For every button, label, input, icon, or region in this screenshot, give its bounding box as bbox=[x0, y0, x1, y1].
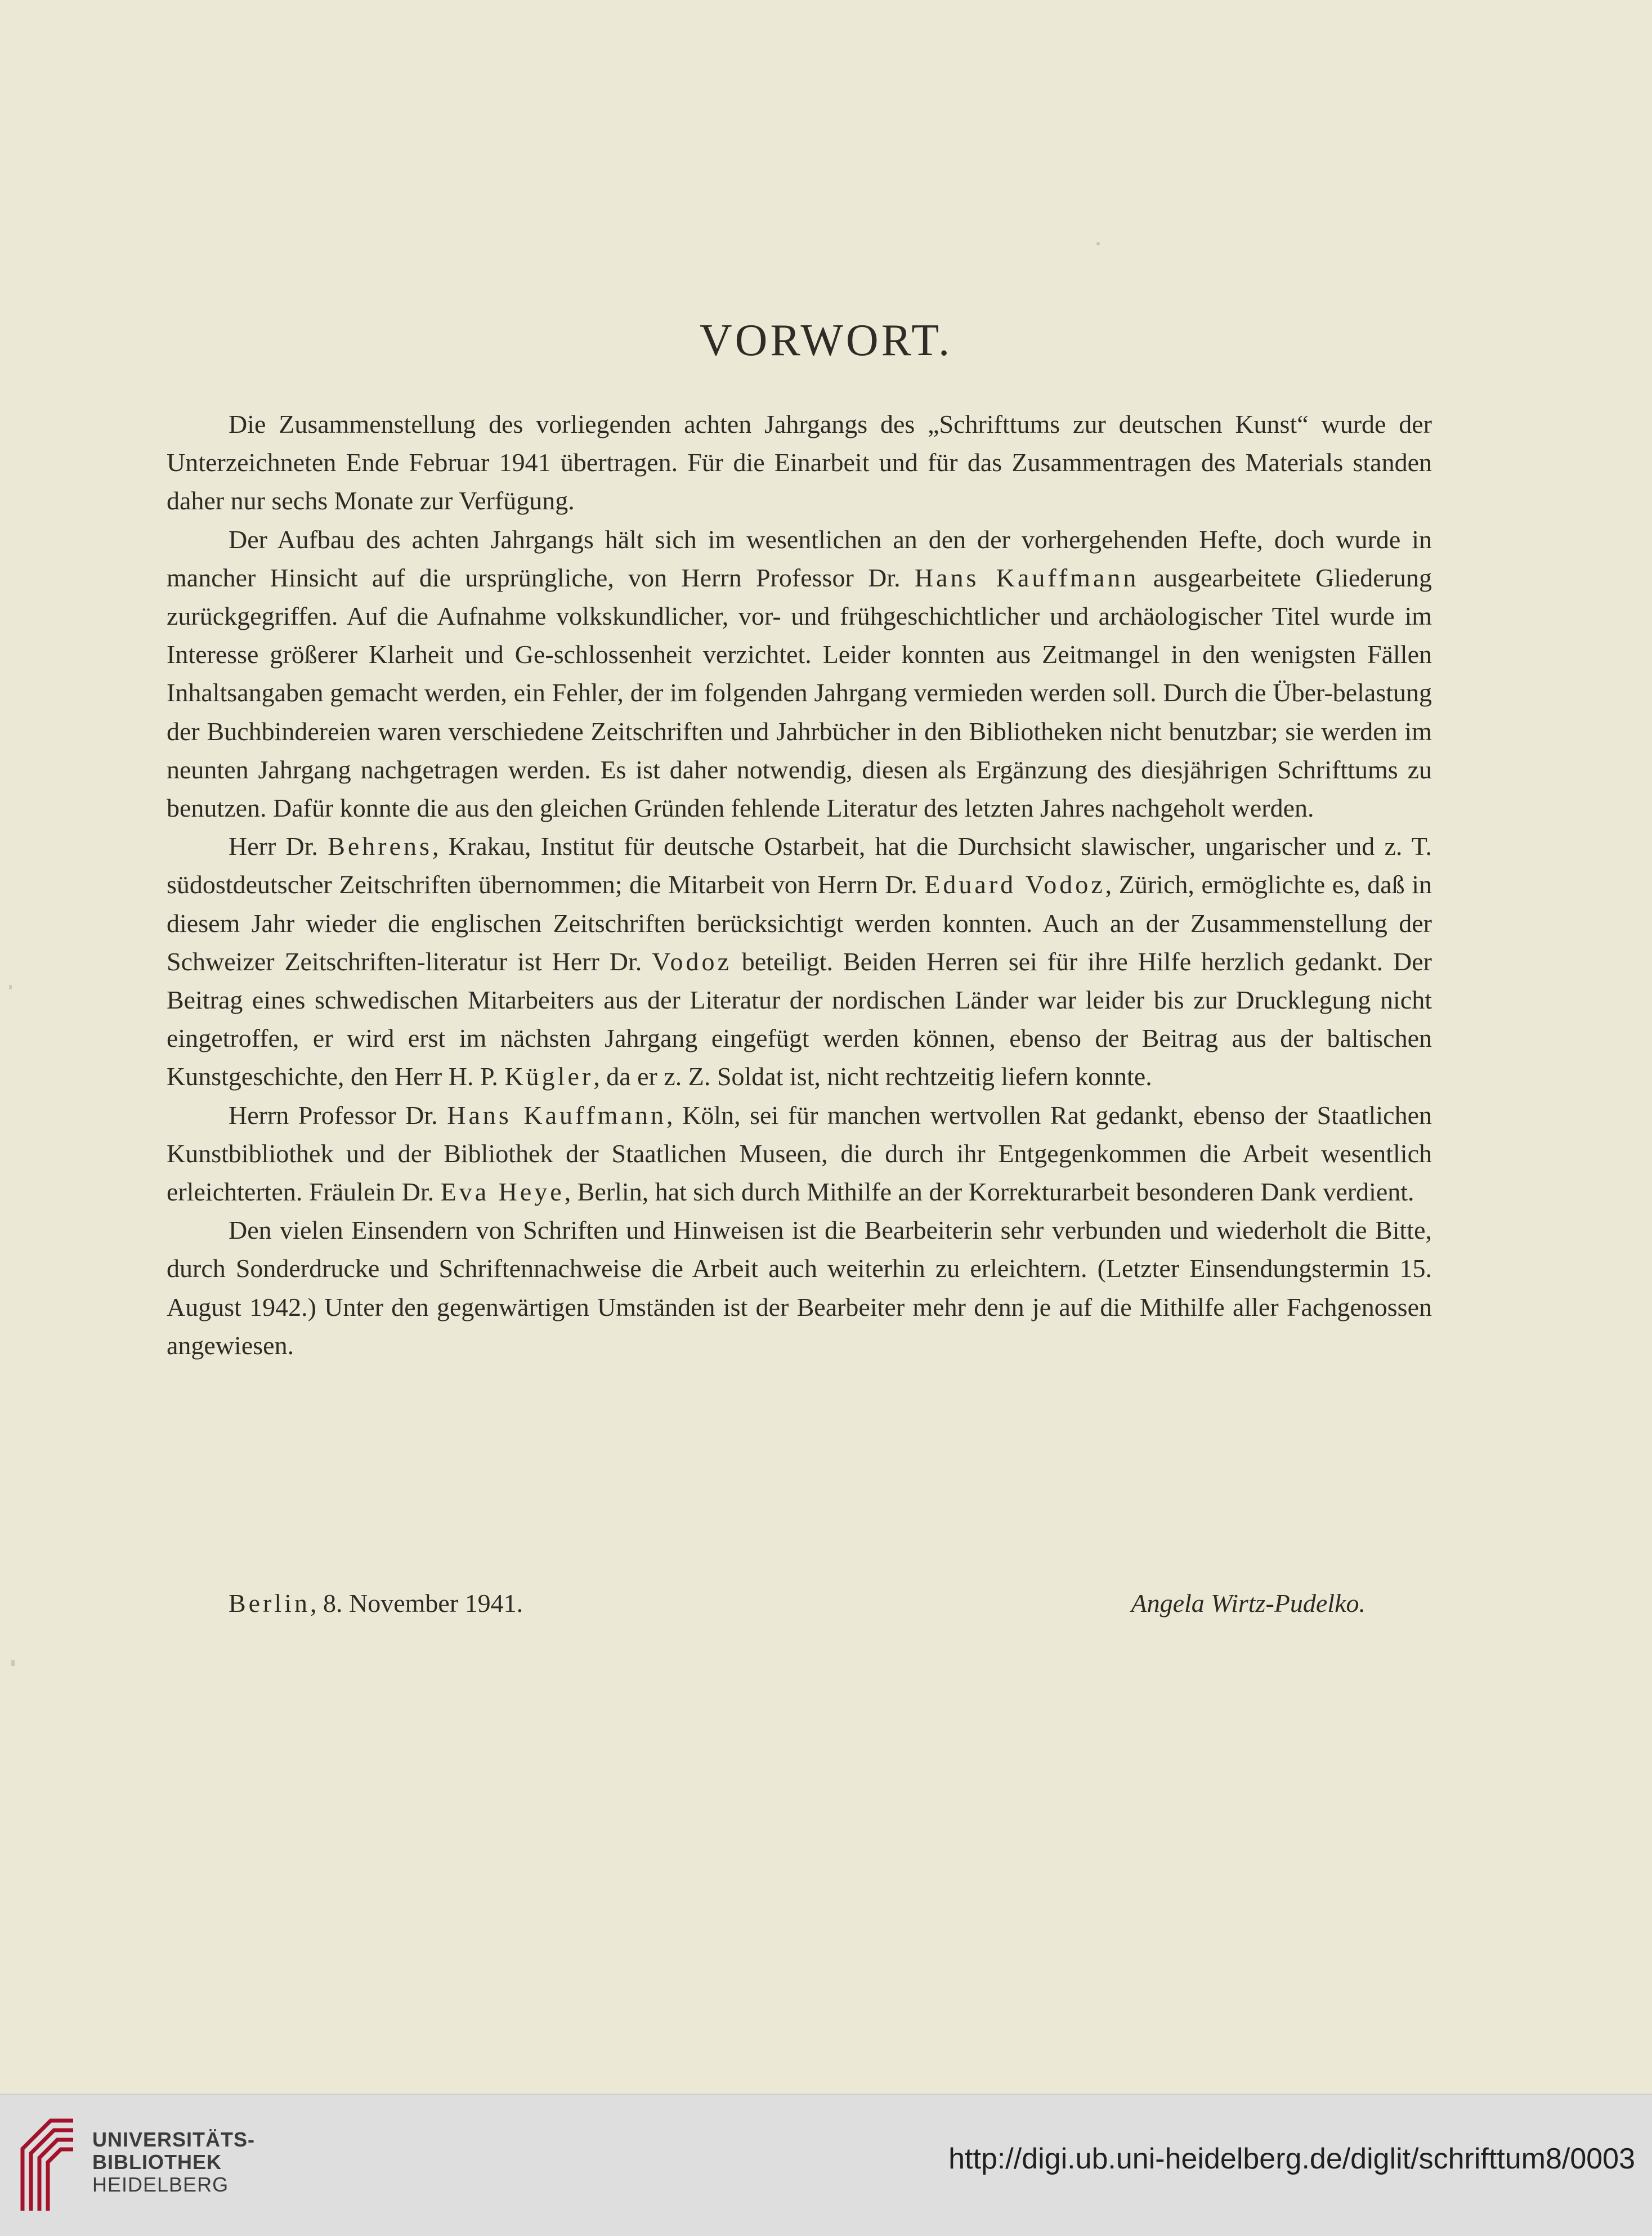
spaced-name: Behrens bbox=[328, 832, 432, 861]
paragraph bbox=[167, 521, 1432, 828]
paper-speck bbox=[1096, 242, 1100, 245]
text-run: , Krakau, Institut für deutsche Ostarbeit, hat die Durchsicht slawischer, ungarischer und z. T. südostdeutscher Zeitschriften übernommen; die Mitarbeit von Herrn Dr. bbox=[167, 832, 1432, 899]
paragraph bbox=[167, 827, 1432, 1096]
library-name-line1: UNIVERSITÄTS- bbox=[92, 2128, 256, 2151]
text-run: beteiligt. Beiden Herren sei für ihre Hilfe herzlich gedankt. Der Beitrag eines schwedischen Mitarbeiters aus der Literatur der nordischen Länder war leider bis zur Drucklegung nicht eingetroffen, er wird erst im nächsten Jahrgang eingefügt werden können, ebenso der Beitrag aus der baltischen Kunstgeschichte, den Herr H. P. bbox=[167, 947, 1432, 1091]
text-run: Die Zusammenstellung des vorliegenden achten Jahrgangs des „Schrifttums zur deutschen Kunst“ wurde der Unterzeichneten Ende Februar 1941 übertragen. Für die Einarbeit und für das Zusammentragen des Materials standen daher nur sechs Monate zur Verfügung. bbox=[167, 410, 1432, 516]
library-name-line2: BIBLIOTHEK bbox=[92, 2150, 222, 2174]
text-run: Herr Dr. bbox=[229, 832, 328, 861]
signature-date: , 8. November 1941. bbox=[310, 1589, 523, 1617]
paragraph bbox=[167, 405, 1432, 521]
signature-name: Angela Wirtz-Pudelko. bbox=[1131, 1589, 1366, 1617]
paper-speck bbox=[11, 1660, 15, 1666]
library-footer bbox=[0, 2094, 1652, 2236]
signature-place-date bbox=[167, 1584, 523, 1623]
library-name bbox=[92, 2129, 255, 2196]
text-run: Der Aufbau des achten Jahrgangs hält sich im wesentlichen an den der vorhergehenden Hefte, doch wurde in mancher Hinsicht auf die ursprüngliche, von Herrn Professor Dr. bbox=[167, 525, 1432, 592]
text-run: , Berlin, hat sich durch Mithilfe an der Korrekturarbeit besonderen Dank verdient. bbox=[564, 1177, 1414, 1207]
foreword-body bbox=[167, 405, 1432, 1365]
text-run: , da er z. Z. Soldat ist, nicht rechtzeitig liefern konnte. bbox=[593, 1062, 1152, 1091]
page-title: VORWORT. bbox=[699, 316, 953, 365]
university-library-logo-icon bbox=[17, 2115, 79, 2216]
spaced-name: Eva Heye bbox=[440, 1177, 565, 1207]
signature-line bbox=[167, 1584, 1366, 1623]
spaced-name: Hans Kauffmann bbox=[447, 1100, 666, 1130]
spaced-name: Kügler bbox=[504, 1062, 594, 1091]
paragraph bbox=[167, 1096, 1432, 1212]
text-run: Den vielen Einsendern von Schriften und Hinweisen ist die Bearbeiterin sehr verbunden und wiederholt die Bitte, durch Sonderdrucke und Schriftennachweise die Arbeit auch weiterhin zu erleichtern. (Letzter Einsendungstermin 15. August 1942.) Unter den gegenwärtigen Umständen ist der Bearbeiter mehr denn je auf die Mithilfe aller Fachgenossen angewiesen. bbox=[167, 1216, 1432, 1360]
spaced-name: Eduard Vodoz bbox=[924, 870, 1105, 899]
library-name-line3: HEIDELBERG bbox=[92, 2173, 229, 2196]
text-run: ausgearbeitete Gliederung zurückgegriffen. Auf die Aufnahme volkskundlicher, vor- und frühgeschichtlicher und archäologischer Titel wurde im Interesse größerer Klarheit und Ge-schlossenheit verzichtet. Leider konnten aus Zeitmangel in den wenigsten Fällen Inhaltsangaben gemacht werden, ein Fehler, der im folgenden Jahrgang vermieden werden soll. Durch die Über-belastung der Buchbindereien waren verschiedene Zeitschriften und Jahrbücher in den Bibliotheken nicht benutzbar; sie werden im neunten Jahrgang nachgetragen werden. Es ist daher notwendig, diesen als Ergänzung des diesjährigen Schrifttums zu benutzen. Dafür konnte die aus den gleichen Gründen fehlende Literatur des letzten Jahres nachgeholt werden. bbox=[167, 563, 1432, 823]
spaced-name: Vodoz bbox=[652, 947, 732, 976]
paragraph bbox=[167, 1211, 1432, 1365]
text-run: Herrn Professor Dr. bbox=[229, 1100, 447, 1130]
text-run: , Zürich, ermöglichte es, daß in diesem Jahr wieder die englischen Zeitschriften berücksichtigt werden konnten. Auch an der Zusammenstellung der Schweizer Zeitschriften-literatur ist Herr Dr. bbox=[167, 870, 1432, 976]
permalink-url[interactable]: http://digi.ub.uni-heidelberg.de/diglit/schrifttum8/0003 bbox=[948, 2143, 1635, 2175]
spaced-name: Hans Kauffmann bbox=[914, 563, 1139, 592]
paper-speck bbox=[9, 985, 12, 989]
text-run: , Köln, sei für manchen wertvollen Rat gedankt, ebenso der Staatlichen Kunstbibliothek und der Bibliothek der Staatlichen Museen, die durch ihr Entgegenkommen die Arbeit wesentlich erleichterten. Fräulein Dr. bbox=[167, 1100, 1432, 1207]
signature-place: Berlin bbox=[229, 1589, 310, 1617]
